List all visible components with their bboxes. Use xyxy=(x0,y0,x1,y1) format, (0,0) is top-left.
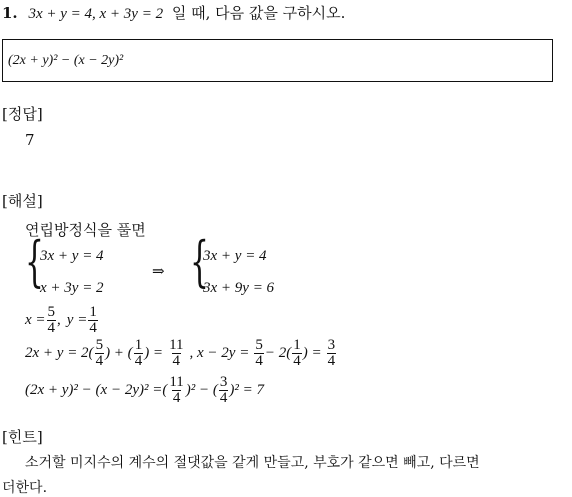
calc-line-1 xyxy=(25,333,337,373)
system1-eq1: 3x + y = 4 xyxy=(40,248,104,264)
calc1-a: 2x + y = 2( xyxy=(25,344,94,361)
hint-line-1: 소거할 미지수의 계수의 절댓값을 같게 만들고, 부호가 같으면 빼고, 다르면 xyxy=(25,455,480,471)
calc1-frac4 xyxy=(254,338,264,369)
y-num: 1 xyxy=(89,303,97,320)
calc2-a: (2x + y)² − (x − 2y)² =( xyxy=(25,381,168,398)
calc1-frac6-den: 4 xyxy=(327,352,336,369)
calc1-c: ) = xyxy=(144,344,164,361)
expression-box xyxy=(2,39,553,82)
x-num: 5 xyxy=(47,303,56,320)
system2-eq1: 3x + y = 4 xyxy=(203,248,267,264)
calc2-b: )² − ( xyxy=(185,381,218,398)
left-brace-1: { xyxy=(25,230,44,293)
calc2-frac2-num: 3 xyxy=(219,373,228,390)
expression: (2x + y)² − (x − 2y)² xyxy=(8,53,124,68)
calc2-c: )² = 7 xyxy=(229,381,265,398)
calc1-frac2 xyxy=(134,338,144,369)
calc1-frac2-num: 1 xyxy=(134,336,143,353)
calc1-e: − 2( xyxy=(264,344,292,361)
values-sep: , xyxy=(57,311,61,328)
calc1-frac6-num: 3 xyxy=(327,336,336,353)
calc1-frac1-den: 4 xyxy=(95,352,104,369)
x-den: 4 xyxy=(47,319,56,336)
problem-condition-math: 3x + y = 4, x + 3y = 2 xyxy=(28,6,164,22)
problem-line xyxy=(2,2,345,23)
calc1-d: , x − 2y = xyxy=(189,344,250,361)
hint-heading: [힌트] xyxy=(2,428,43,446)
calc2-frac1-num: 11 xyxy=(169,373,184,390)
calc1-f: ) = xyxy=(302,344,322,361)
left-brace-2: { xyxy=(190,230,209,293)
solution-heading: [해설] xyxy=(2,192,43,210)
solution-intro: 연립방정식을 풀면 xyxy=(25,221,146,239)
answer-heading: [정답] xyxy=(2,105,43,123)
calc1-frac4-den: 4 xyxy=(255,352,263,369)
calc2-frac1 xyxy=(168,375,184,406)
calc1-frac1-num: 5 xyxy=(95,336,104,353)
system1-eq2: x + 3y = 2 xyxy=(40,280,104,296)
calc1-frac5-num: 1 xyxy=(293,336,301,353)
calc1-frac3 xyxy=(168,338,184,369)
y-den: 4 xyxy=(89,319,97,336)
calc1-frac4-num: 5 xyxy=(255,336,263,353)
x-fraction xyxy=(47,305,57,336)
calc1-frac5 xyxy=(292,338,302,369)
calc2-frac2 xyxy=(219,375,229,406)
calc1-frac3-num: 11 xyxy=(169,336,184,353)
y-fraction xyxy=(88,305,98,336)
calc2-frac1-den: 4 xyxy=(172,389,181,406)
calc1-frac2-den: 4 xyxy=(134,352,143,369)
x-lhs: x = xyxy=(25,311,46,328)
calc1-frac5-den: 4 xyxy=(293,352,301,369)
calc-line-2 xyxy=(25,370,264,410)
implies-arrow: ⇒ xyxy=(152,262,165,280)
problem-number: 1. xyxy=(2,4,18,22)
system2-eq2: 3x + 9y = 6 xyxy=(203,280,275,296)
answer-value: 7 xyxy=(25,131,35,149)
calc1-b: ) + ( xyxy=(105,344,133,361)
calc1-frac1 xyxy=(95,338,105,369)
y-lhs: y = xyxy=(66,311,88,328)
calc1-frac6 xyxy=(327,338,337,369)
calc1-frac3-den: 4 xyxy=(172,352,181,369)
hint-line-2: 더한다. xyxy=(2,480,48,496)
calc2-frac2-den: 4 xyxy=(219,389,228,406)
problem-condition-text: 일 때, 다음 값을 구하시오. xyxy=(171,4,346,22)
